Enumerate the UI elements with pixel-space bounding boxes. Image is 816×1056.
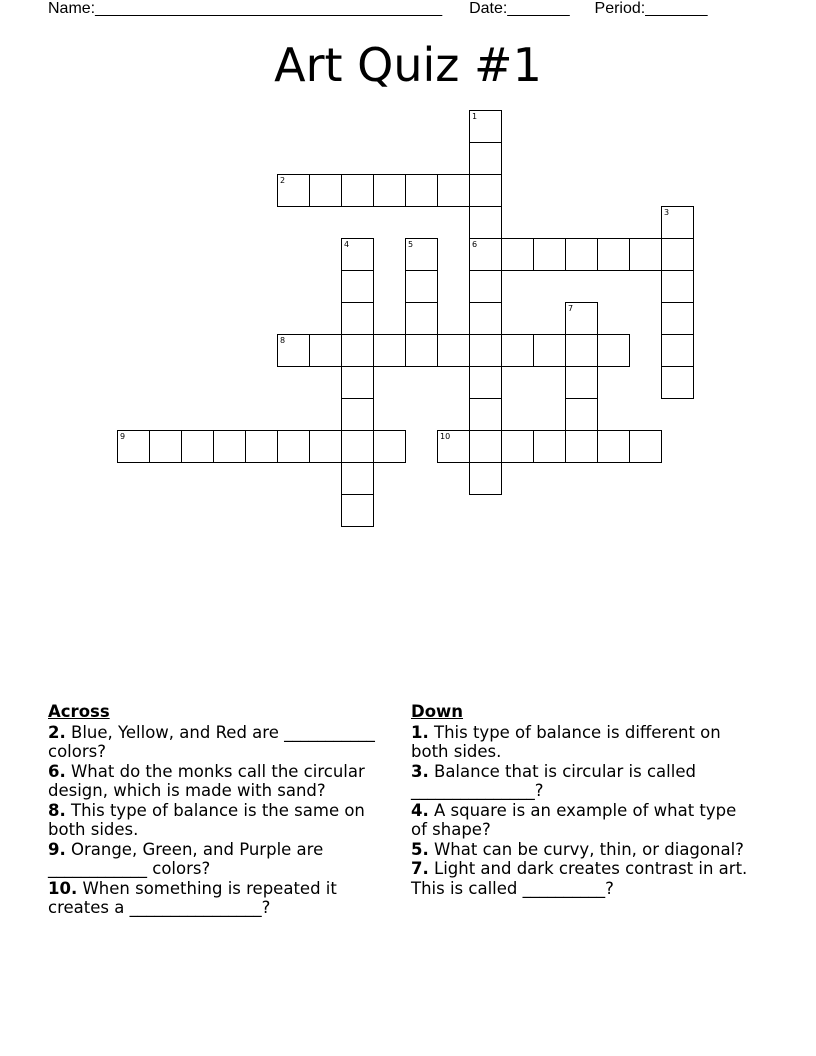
grid-cell[interactable]	[565, 334, 598, 367]
grid-cell[interactable]	[661, 270, 694, 303]
clue-text: What can be curvy, thin, or diagonal?	[428, 839, 744, 859]
clue-number: 6.	[48, 761, 66, 781]
clue-down-4	[411, 801, 751, 840]
clue-across-9	[48, 840, 378, 879]
grid-cell[interactable]	[277, 430, 310, 463]
name-label: Name:	[48, 0, 96, 17]
clue-text: A square is an example of what type of shape?	[411, 800, 737, 839]
grid-cell[interactable]	[405, 334, 438, 367]
clue-text: What do the monks call the circular design, which is made with sand?	[48, 761, 365, 800]
grid-cell[interactable]	[565, 430, 598, 463]
grid-cell[interactable]	[245, 430, 278, 463]
grid-cell[interactable]	[341, 366, 374, 399]
grid-cell[interactable]	[149, 430, 182, 463]
cell-number: 1	[472, 112, 478, 121]
grid-cell[interactable]	[277, 334, 310, 367]
grid-cell[interactable]	[501, 238, 534, 271]
cell-number: 8	[280, 336, 286, 345]
clue-number: 4.	[411, 800, 429, 820]
grid-cell[interactable]	[373, 430, 406, 463]
clue-across-8	[48, 801, 378, 840]
grid-cell[interactable]	[501, 430, 534, 463]
grid-cell[interactable]	[405, 302, 438, 335]
grid-cell[interactable]	[469, 430, 502, 463]
down-heading: Down	[411, 702, 464, 721]
grid-cell[interactable]	[661, 302, 694, 335]
cell-number: 10	[440, 432, 451, 441]
grid-cell[interactable]	[565, 238, 598, 271]
grid-cell[interactable]	[469, 270, 502, 303]
grid-cell[interactable]	[533, 334, 566, 367]
clue-number: 5.	[411, 839, 429, 859]
clue-number: 8.	[48, 800, 66, 820]
clue-number: 9.	[48, 839, 66, 859]
grid-cell[interactable]	[341, 238, 374, 271]
clue-down-1	[411, 723, 751, 762]
clue-across-6	[48, 762, 378, 801]
grid-cell[interactable]	[565, 366, 598, 399]
grid-cell[interactable]	[341, 398, 374, 431]
grid-cell[interactable]	[341, 270, 374, 303]
grid-cell[interactable]	[341, 462, 374, 495]
cell-number: 6	[472, 240, 478, 249]
clue-number: 1.	[411, 722, 429, 742]
down-clues	[411, 702, 751, 898]
grid-cell[interactable]	[469, 334, 502, 367]
across-clues	[48, 702, 378, 918]
grid-cell[interactable]	[373, 174, 406, 207]
grid-cell[interactable]	[565, 398, 598, 431]
grid-cell[interactable]	[661, 238, 694, 271]
cell-number: 9	[120, 432, 126, 441]
clue-across-10	[48, 879, 378, 918]
grid-cell[interactable]	[213, 430, 246, 463]
grid-cell[interactable]	[469, 174, 502, 207]
grid-cell[interactable]	[597, 238, 630, 271]
grid-cell[interactable]	[469, 462, 502, 495]
cell-number: 2	[280, 176, 286, 185]
clue-text: This type of balance is the same on both sides.	[48, 800, 365, 839]
name-blank[interactable]: _______________________________________	[95, 0, 443, 17]
grid-cell[interactable]	[341, 494, 374, 527]
clue-number: 7.	[411, 859, 429, 878]
clue-number: 3.	[411, 761, 429, 781]
grid-cell[interactable]	[373, 334, 406, 367]
grid-cell[interactable]	[597, 334, 630, 367]
grid-cell[interactable]	[405, 270, 438, 303]
grid-cell[interactable]	[661, 334, 694, 367]
grid-cell[interactable]	[469, 110, 502, 143]
grid-cell[interactable]	[405, 238, 438, 271]
grid-cell[interactable]	[341, 334, 374, 367]
cell-number: 4	[344, 240, 350, 249]
grid-cell[interactable]	[437, 174, 470, 207]
period-label: Period:	[594, 0, 646, 17]
clue-number: 10.	[48, 878, 78, 898]
clue-across-2	[48, 723, 378, 762]
clue-text: Light and dark creates contrast in art. This is called __________?	[411, 859, 748, 898]
clue-down-3	[411, 762, 751, 801]
date-blank[interactable]: _______	[507, 0, 570, 17]
grid-cell[interactable]	[533, 430, 566, 463]
date-label: Date:	[469, 0, 508, 17]
page-title: Art Quiz #1	[274, 38, 542, 92]
grid-cell[interactable]	[437, 334, 470, 367]
grid-cell[interactable]	[469, 238, 502, 271]
grid-cell[interactable]	[181, 430, 214, 463]
cell-number: 3	[664, 208, 670, 217]
grid-cell[interactable]	[533, 238, 566, 271]
clue-down-5	[411, 840, 751, 860]
clue-text: Balance that is circular is called _______________?	[411, 761, 696, 800]
grid-cell[interactable]	[117, 430, 150, 463]
grid-cell[interactable]	[469, 366, 502, 399]
grid-cell[interactable]	[309, 430, 342, 463]
grid-cell[interactable]	[341, 174, 374, 207]
clue-text: This type of balance is different on both sides.	[411, 722, 721, 761]
grid-cell[interactable]	[597, 430, 630, 463]
clue-text: Orange, Green, and Purple are ____________ colors?	[48, 839, 324, 878]
grid-cell[interactable]	[437, 430, 470, 463]
across-heading: Across	[48, 702, 110, 721]
grid-cell[interactable]	[469, 206, 502, 239]
clue-down-7	[411, 859, 751, 898]
grid-cell[interactable]	[501, 334, 534, 367]
grid-cell[interactable]	[565, 302, 598, 335]
grid-cell[interactable]	[469, 302, 502, 335]
grid-cell[interactable]	[469, 142, 502, 175]
cell-number: 7	[568, 304, 574, 313]
clue-text: Blue, Yellow, and Red are ___________ colors?	[48, 722, 375, 761]
grid-cell[interactable]	[629, 430, 662, 463]
clue-text: When something is repeated it creates a ________________?	[48, 878, 337, 917]
grid-cell[interactable]	[341, 302, 374, 335]
grid-cell[interactable]	[405, 174, 438, 207]
grid-cell[interactable]	[469, 398, 502, 431]
grid-cell[interactable]	[629, 238, 662, 271]
clue-number: 2.	[48, 722, 66, 742]
grid-cell[interactable]	[661, 366, 694, 399]
grid-cell[interactable]	[309, 334, 342, 367]
period-blank[interactable]: _______	[645, 0, 708, 17]
cell-number: 5	[408, 240, 414, 249]
grid-cell[interactable]	[309, 174, 342, 207]
grid-cell[interactable]	[277, 174, 310, 207]
grid-cell[interactable]	[341, 430, 374, 463]
grid-cell[interactable]	[661, 206, 694, 239]
